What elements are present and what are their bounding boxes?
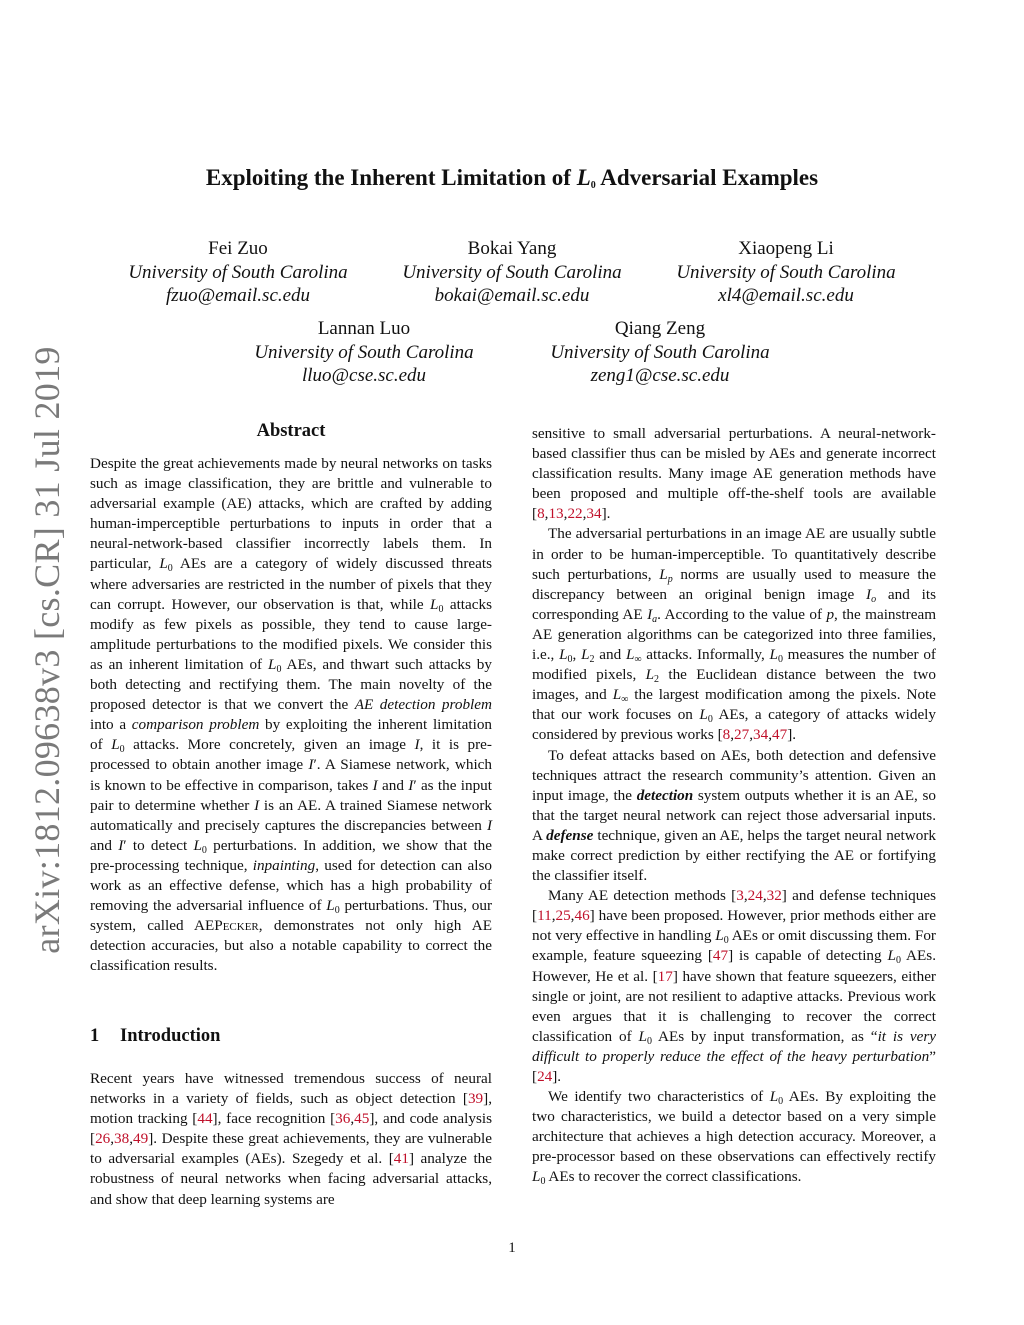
author-affiliation: University of South Carolina: [550, 341, 770, 363]
author-block: [254, 317, 473, 388]
author-name: Bokai Yang: [467, 238, 557, 259]
section-heading: 1 Introduction: [90, 1026, 221, 1046]
author-email[interactable]: lluo@cse.sc.edu: [301, 365, 427, 386]
citation-link[interactable]: 46: [574, 907, 590, 925]
citation-link[interactable]: 41: [393, 1150, 409, 1168]
citation-link[interactable]: 13: [548, 505, 564, 523]
author-block: [676, 237, 895, 308]
citation-link[interactable]: 17: [657, 967, 673, 985]
citation-link[interactable]: 22: [567, 505, 583, 523]
citation-link[interactable]: 8: [537, 505, 545, 523]
body-paragraph: Recent years have witnessed tremendous success of neural networks in a variety of fields, such as object detection [39], motion tracking [44], face recognition [36,45], and code analysis [26,38,49]. Despite these great achievements, they are vulnerable to adversarial examples (AEs). Szegedy et al. [41] analyze the robustness of neural networks when facing adversarial attacks, and show that deep learning systems are: [90, 1070, 493, 1208]
paper-title: Exploiting the Inherent Limitation of $L_0$ Adversarial Examples: [205, 165, 819, 191]
author-name: Xiaopeng Li: [738, 238, 834, 259]
author-email[interactable]: xl4@email.sc.edu: [718, 285, 854, 306]
author-email[interactable]: bokai@email.sc.edu: [434, 285, 590, 306]
introduction-body: [90, 1069, 492, 1210]
abstract-paragraph: Despite the great achievements made by neural networks on tasks such as image classification, they are brittle and vulnerable to adversarial example (AE) attacks, which are crafted by adding human-imperceptible perturbations to inputs in order that a neural-network-based classifier incorrectly labels them. In particular, $L_0$ AEs are a category of widely discussed threats where adversaries are restricted in the number of pixels that they can corrupt. However, our observation is that, while $L_0$ attacks modify as few pixels as possible, they tend to cause large-amplitude perturbations to the modified pixels. We consider this as an inherent limitation of $L_0$ AEs, and thwart such attacks by both detecting and rectifying them. The main novelty of the proposed detector is that we convert the AE detection problem into a comparison problem by exploiting the inherent limitation of $L_0$ attacks. More concretely, given an image I, it is pre-processed to obtain another image I′. A Siamese network, which is known to be effective in comparison, takes I and I′ as the input pair to determine whether I is an AE. A trained Siamese network automatically and precisely captures the discrepancies between I and I′ to detect $L_0$ perturbations. In addition, we show that the pre-processing technique, inpainting, used for detection can also work as an effective defense, which has a high probability of removing the adversarial influence of $L_0$ perturbations. Thus, our system, called AEPecker, demonstrates not only high AE detection accuracies, but also a notable capability to correct the classification results.: [90, 455, 493, 975]
abstract-heading: Abstract: [256, 421, 326, 441]
citation-link[interactable]: 45: [354, 1110, 370, 1128]
citation-link[interactable]: 34: [753, 726, 769, 744]
author-affiliation: University of South Carolina: [676, 261, 896, 283]
right-column-body: [532, 424, 936, 1188]
author-name: Qiang Zeng: [614, 318, 706, 339]
citation-link[interactable]: 32: [766, 887, 782, 905]
citation-link[interactable]: 34: [586, 505, 602, 523]
citation-link[interactable]: 8: [722, 726, 731, 744]
author-name: Fei Zuo: [208, 238, 268, 259]
abstract-body: [90, 454, 492, 976]
citation-link[interactable]: 47: [772, 726, 788, 744]
citation-link[interactable]: 47: [712, 947, 729, 965]
author-affiliation: University of South Carolina: [402, 261, 622, 283]
author-block: [550, 317, 769, 388]
author-block: [128, 237, 347, 308]
citation-link[interactable]: 24: [537, 1068, 553, 1085]
citation-link[interactable]: 38: [114, 1130, 130, 1148]
citation-link[interactable]: 49: [133, 1130, 149, 1148]
citation-link[interactable]: 26: [95, 1130, 111, 1148]
author-email[interactable]: fzuo@email.sc.edu: [165, 285, 311, 306]
author-block: [402, 237, 621, 308]
author-affiliation: University of South Carolina: [128, 261, 348, 283]
citation-link[interactable]: 39: [467, 1090, 484, 1108]
citation-link[interactable]: 3: [736, 887, 744, 905]
author-name: Lannan Luo: [317, 318, 411, 339]
citation-link[interactable]: 36: [335, 1110, 351, 1128]
body-paragraph: The adversarial perturbations in an image AE are usually subtle in order to be human-imperceptible. To quantitatively describe such perturbations, $L_p$ norms are usually used to measure the discrepancy between an original benign image $I_o$ and its corresponding AE $I_a$. According to the value of p, the mainstream AE generation algorithms can be categorized into three families, i.e., $L_0$, $L_2$ and $L_\infty$ attacks. Informally, $L_0$ measures the number of modified pixels, $L_2$ the Euclidean distance between the two images, and $L_\infty$ the largest modification among the pixels. Note that our work focuses on $L_0$ AEs, a category of attacks widely considered by previous works [8,27,34,47].: [532, 525, 937, 744]
body-paragraph: To defeat attacks based on AEs, both detection and defensive techniques attract the research community’s attention. Given an input image, the detection system outputs whether it is an AE, so that the target neural network can reject those adversarial inputs. A defense technique, given an AE, helps the target neural network make correct prediction by either rectifying the AE or fortifying the classifier itself.: [532, 746, 936, 885]
citation-link[interactable]: 27: [734, 726, 750, 744]
body-paragraph: Many AE detection methods [3,24,32] and defense techniques [11,25,46] have been proposed. However, prior methods either are not very effective in handling $L_0$ AEs or omit discussing them. For example, feature squeezing [47] is capable of detecting $L_0$ AEs. However, He et al. [17] have shown that feature squeezers, either single or joint, are not resilient to adaptive attacks. Previous work even argues that it is challenging to recover the correct classification of $L_0$ AEs by input transformation, as “it is very difficult to properly reduce the effect of the heavy perturbation” [24].: [532, 887, 937, 1085]
body-paragraph: We identify two characteristics of $L_0$ AEs. By exploiting the two characteristics, we build a detector based on a very simple architecture that achieves a high detection accuracy. Moreover, a pre-processor based on these observations can effectively rectify $L_0$ AEs to recover the correct classifications.: [532, 1088, 936, 1188]
citation-link[interactable]: 11: [537, 907, 552, 925]
citation-link[interactable]: 25: [555, 907, 571, 925]
citation-link[interactable]: 44: [197, 1110, 213, 1128]
author-email[interactable]: zeng1@cse.sc.edu: [590, 365, 730, 386]
page-number: 1: [508, 1240, 516, 1256]
author-affiliation: University of South Carolina: [254, 341, 474, 363]
arxiv-identifier: arXiv:1812.09638v3 [cs.CR] 31 Jul 2019: [27, 346, 67, 954]
body-paragraph: sensitive to small adversarial perturbations. A neural-network-based classifier thus can be misled by AEs and generate incorrect classification results. Many image AE generation methods have been proposed and multiple off-the-shelf tools are available [8,13,22,34].: [532, 425, 936, 523]
citation-link[interactable]: 24: [747, 887, 763, 905]
